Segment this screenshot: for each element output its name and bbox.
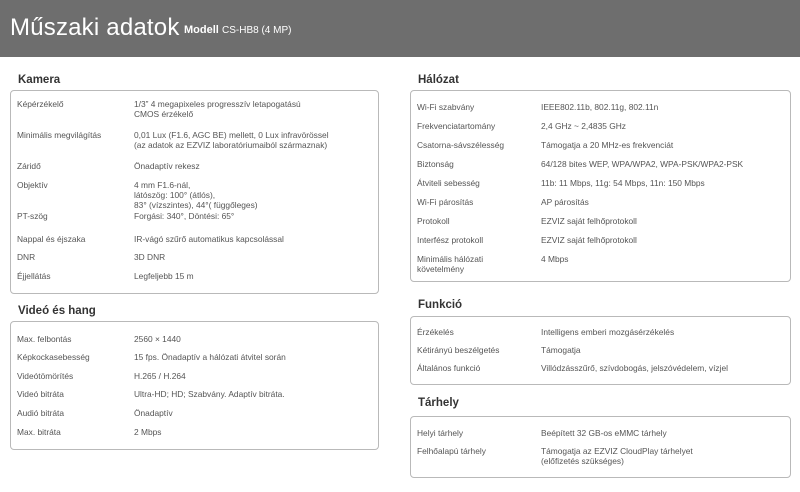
spec-value-line: Támogatja az EZVIZ CloudPlay tárhelyet — [541, 446, 693, 456]
spec-label: Protokoll — [417, 216, 450, 226]
spec-value-line: Támogatja — [541, 345, 581, 355]
spec-label: Átviteli sebesség — [417, 178, 480, 188]
spec-value-line: IR-vágó szűrő automatikus kapcsolással — [134, 234, 284, 244]
spec-value — [541, 159, 743, 169]
spec-label: DNR — [17, 252, 36, 262]
spec-label: Wi-Fi szabvány — [417, 102, 475, 112]
spec-label-line: követelmény — [417, 264, 465, 274]
spec-label: Biztonság — [417, 159, 454, 169]
spec-value — [541, 197, 589, 207]
spec-label: Videótömörítés — [17, 371, 74, 381]
spec-label: Felhőalapú tárhely — [417, 446, 486, 456]
spec-label: Záridő — [17, 161, 41, 171]
spec-label: Videó bitráta — [17, 389, 64, 399]
spec-label: Éjjellátás — [17, 271, 51, 281]
page-title: Műszaki adatok — [10, 14, 180, 41]
spec-label: Max. bitráta — [17, 427, 61, 437]
spec-value — [134, 427, 161, 437]
spec-value-line: Támogatja a 20 MHz-es frekvenciát — [541, 140, 674, 150]
spec-value-line: H.265 / H.264 — [134, 371, 186, 381]
spec-value — [541, 102, 658, 112]
spec-value-line: látószög: 100° (átlós), — [134, 190, 216, 200]
spec-box-video — [10, 321, 379, 450]
spec-value-line: Intelligens emberi mozgásérzékelés — [541, 327, 675, 337]
spec-value-line: (az adatok az EZVIZ laboratóriumaiból származnak) — [134, 140, 328, 150]
spec-value — [541, 178, 705, 188]
spec-value-line: 4 mm F1.6-nál, — [134, 180, 191, 190]
spec-value — [134, 99, 301, 119]
spec-label: Képkockasebesség — [17, 352, 90, 362]
spec-label: Minimális megvilágítás — [17, 130, 102, 140]
spec-value — [134, 252, 165, 262]
spec-value-line: 3D DNR — [134, 252, 166, 262]
spec-label: Wi-Fi párosítás — [417, 197, 474, 207]
section-title-funkcio: Funkció — [418, 299, 463, 311]
spec-label-line: Minimális hálózati — [417, 254, 484, 264]
spec-value-line: 2 Mbps — [134, 427, 162, 437]
spec-value — [541, 254, 568, 264]
spec-value — [134, 130, 329, 150]
spec-value-line: Beépített 32 GB-os eMMC tárhely — [541, 428, 667, 438]
spec-value-line: Ultra-HD; HD; Szabvány. Adaptív bitráta. — [134, 389, 285, 399]
spec-value — [134, 161, 200, 171]
spec-label: Csatorna-sávszélesség — [417, 140, 505, 150]
spec-value-line: 11b: 11 Mbps, 11g: 54 Mbps, 11n: 150 Mbps — [541, 178, 705, 188]
spec-box-kamera — [10, 90, 379, 294]
spec-value — [541, 345, 581, 355]
spec-label: Audió bitráta — [17, 408, 65, 418]
spec-value-line: 2560 × 1440 — [134, 334, 181, 344]
spec-value — [134, 211, 234, 221]
spec-value-line: Önadaptív rekesz — [134, 161, 200, 171]
spec-value — [134, 371, 186, 381]
spec-value — [541, 363, 728, 373]
spec-value — [134, 180, 258, 210]
spec-value — [541, 216, 637, 226]
spec-value-line: 0,01 Lux (F1.6, AGC BE) mellett, 0 Lux infravörössel — [134, 130, 329, 140]
section-title-halozat: Hálózat — [418, 74, 459, 86]
spec-value-line: IEEE802.11b, 802.11g, 802.11n — [541, 102, 659, 112]
spec-value-line: 4 Mbps — [541, 254, 569, 264]
spec-label: Frekvenciatartomány — [417, 121, 496, 131]
section-title-video: Videó és hang — [18, 305, 96, 317]
spec-value-line: CMOS érzékelő — [134, 109, 194, 119]
spec-value — [541, 446, 693, 466]
spec-label — [417, 254, 483, 274]
spec-label: Helyi tárhely — [417, 428, 464, 438]
spec-value-line: Legfeljebb 15 m — [134, 271, 194, 281]
model-value: CS-HB8 (4 MP) — [222, 25, 292, 36]
spec-label: Képérzékelő — [17, 99, 64, 109]
spec-label: Kétirányú beszélgetés — [417, 345, 500, 355]
spec-value — [541, 235, 637, 245]
model-label: Modell — [184, 24, 219, 36]
spec-label: Általános funkció — [417, 363, 481, 373]
spec-value-line: Forgási: 340°, Döntési: 65° — [134, 211, 235, 221]
spec-value — [134, 334, 181, 344]
spec-value-line: 15 fps. Önadaptív a hálózati átvitel során — [134, 352, 286, 362]
spec-box-tarhely — [410, 416, 791, 478]
section-title-kamera: Kamera — [18, 74, 61, 86]
spec-value-line: AP párosítás — [541, 197, 589, 207]
spec-value — [541, 327, 674, 337]
spec-label: Interfész protokoll — [417, 235, 484, 245]
spec-box-halozat — [410, 90, 791, 282]
section-title-tarhely: Tárhely — [418, 397, 459, 409]
spec-value-line: EZVIZ saját felhőprotokoll — [541, 235, 637, 245]
spec-value-line: 2,4 GHz ~ 2,4835 GHz — [541, 121, 626, 131]
spec-value-line: 1/3” 4 megapixeles progresszív letapogatású — [134, 99, 301, 109]
spec-value-line: (előfizetés szükséges) — [541, 456, 624, 466]
spec-value-line: EZVIZ saját felhőprotokoll — [541, 216, 637, 226]
page-header — [0, 0, 800, 57]
spec-value — [134, 271, 194, 281]
spec-value — [134, 352, 286, 362]
spec-value — [134, 408, 173, 418]
spec-label: Objektív — [17, 180, 48, 190]
spec-value-line: Villódzásszűrő, szívdobogás, jelszóvédelem, vízjel — [541, 363, 728, 373]
spec-label: Max. felbontás — [17, 334, 72, 344]
spec-label: Nappal és éjszaka — [17, 234, 86, 244]
spec-value — [541, 428, 667, 438]
spec-value — [541, 121, 626, 131]
spec-label: PT-szög — [17, 211, 48, 221]
spec-value-line: 83° (vízszintes), 44°( függőleges) — [134, 200, 258, 210]
spec-value — [541, 140, 673, 150]
spec-label: Érzékelés — [417, 327, 454, 337]
spec-value-line: 64/128 bites WEP, WPA/WPA2, WPA-PSK/WPA2-PSK — [541, 159, 744, 169]
spec-box-funkcio — [410, 316, 791, 385]
spec-value — [134, 389, 285, 399]
spec-value-line: Önadaptív — [134, 408, 173, 418]
spec-value — [134, 234, 284, 244]
